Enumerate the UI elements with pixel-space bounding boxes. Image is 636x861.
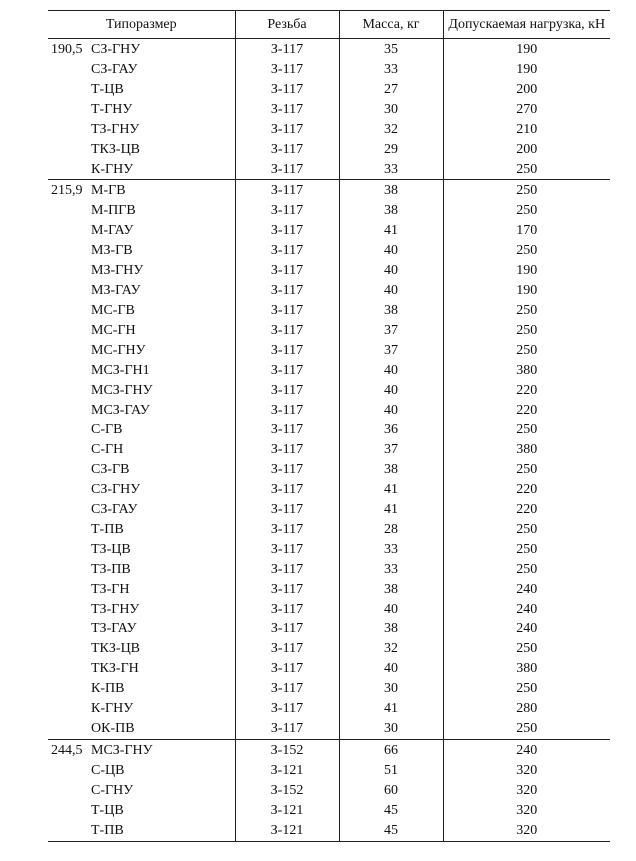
mass-cell: 33: [339, 560, 443, 580]
model-name: ТКЗ-ЦВ: [91, 641, 141, 657]
thread-cell: З-117: [235, 440, 339, 460]
thread-cell: З-117: [235, 281, 339, 301]
model-cell: [48, 761, 235, 781]
table-row: [48, 160, 610, 180]
thread-cell: З-117: [235, 639, 339, 659]
model-name: ТЗ-ПВ: [91, 561, 131, 577]
table-row: [48, 659, 610, 679]
table-row: [48, 500, 610, 520]
thread-cell: З-121: [235, 761, 339, 781]
mass-cell: 40: [339, 361, 443, 381]
load-cell: 190: [443, 60, 610, 80]
table-row: [48, 120, 610, 140]
mass-cell: 38: [339, 301, 443, 321]
thread-cell: З-117: [235, 480, 339, 500]
bit-diameter: 244,5: [51, 742, 83, 758]
load-cell: 220: [443, 500, 610, 520]
thread-cell: З-117: [235, 180, 339, 202]
model-cell: [48, 361, 235, 381]
model-cell: [48, 781, 235, 801]
table-row: [48, 580, 610, 600]
mass-cell: 33: [339, 60, 443, 80]
model-cell: [48, 600, 235, 620]
model-cell: [48, 201, 235, 221]
load-cell: 240: [443, 739, 610, 761]
model-cell: [48, 719, 235, 739]
load-cell: 250: [443, 420, 610, 440]
thread-cell: З-117: [235, 39, 339, 61]
load-cell: 240: [443, 600, 610, 620]
table-row: [48, 39, 610, 61]
model-cell: [48, 520, 235, 540]
thread-cell: З-152: [235, 739, 339, 761]
model-cell: [48, 500, 235, 520]
table-row: [48, 100, 610, 120]
table-row: [48, 281, 610, 301]
table-row: [48, 699, 610, 719]
load-cell: 380: [443, 659, 610, 679]
model-cell: [48, 140, 235, 160]
load-cell: 250: [443, 180, 610, 202]
load-cell: 320: [443, 761, 610, 781]
mass-cell: 51: [339, 761, 443, 781]
model-cell: [48, 281, 235, 301]
model-name: МС-ГНУ: [91, 342, 146, 358]
table-row: [48, 739, 610, 761]
bit-specs-table-container: [48, 10, 610, 842]
mass-cell: 45: [339, 801, 443, 821]
mass-cell: 40: [339, 600, 443, 620]
load-cell: 240: [443, 619, 610, 639]
thread-cell: З-117: [235, 619, 339, 639]
thread-cell: З-117: [235, 80, 339, 100]
mass-cell: 40: [339, 281, 443, 301]
table-row: [48, 801, 610, 821]
bit-specs-table: [48, 10, 610, 842]
model-cell: [48, 401, 235, 421]
table-row: [48, 201, 610, 221]
model-name: Т-ЦВ: [91, 81, 124, 97]
model-cell: [48, 699, 235, 719]
model-cell: [48, 739, 235, 761]
model-name: М-ГАУ: [91, 223, 134, 239]
model-cell: [48, 639, 235, 659]
thread-cell: З-117: [235, 201, 339, 221]
load-cell: 320: [443, 821, 610, 841]
model-name: СЗ-ГНУ: [91, 482, 141, 498]
table-row: [48, 560, 610, 580]
model-cell: [48, 679, 235, 699]
table-row: [48, 321, 610, 341]
model-name: Т-ГНУ: [91, 101, 133, 117]
model-cell: [48, 180, 235, 202]
model-name: ТЗ-ГНУ: [91, 601, 140, 617]
table-row: [48, 480, 610, 500]
model-name: ОК-ПВ: [91, 721, 135, 736]
model-cell: [48, 120, 235, 140]
thread-cell: З-117: [235, 719, 339, 739]
table-body: [48, 39, 610, 842]
model-cell: [48, 619, 235, 639]
thread-cell: З-117: [235, 420, 339, 440]
thread-cell: З-121: [235, 801, 339, 821]
thread-cell: З-117: [235, 341, 339, 361]
table-row: [48, 341, 610, 361]
model-name: МСЗ-ГНУ: [91, 382, 153, 398]
model-name: СЗ-ГАУ: [91, 502, 138, 518]
mass-cell: 37: [339, 341, 443, 361]
model-name: ТКЗ-ГН: [91, 661, 139, 677]
table-row: [48, 719, 610, 739]
header-load: Допускаемая нагрузка, кН: [443, 11, 610, 39]
table-row: [48, 301, 610, 321]
table-row: [48, 221, 610, 241]
mass-cell: 30: [339, 679, 443, 699]
mass-cell: 41: [339, 500, 443, 520]
model-name: М-ПГВ: [91, 203, 136, 219]
load-cell: 250: [443, 460, 610, 480]
table-row: [48, 420, 610, 440]
load-cell: 250: [443, 241, 610, 261]
table-row: [48, 241, 610, 261]
mass-cell: 38: [339, 201, 443, 221]
thread-cell: З-117: [235, 520, 339, 540]
mass-cell: 29: [339, 140, 443, 160]
table-header: [48, 11, 610, 39]
model-cell: [48, 440, 235, 460]
mass-cell: 41: [339, 480, 443, 500]
model-cell: [48, 80, 235, 100]
thread-cell: З-117: [235, 261, 339, 281]
model-name: МС-ГВ: [91, 302, 135, 318]
thread-cell: З-152: [235, 781, 339, 801]
load-cell: 210: [443, 120, 610, 140]
model-cell: [48, 801, 235, 821]
mass-cell: 32: [339, 120, 443, 140]
model-cell: [48, 480, 235, 500]
table-row: [48, 361, 610, 381]
thread-cell: З-117: [235, 679, 339, 699]
load-cell: 280: [443, 699, 610, 719]
mass-cell: 37: [339, 321, 443, 341]
model-name: СЗ-ГАУ: [91, 62, 138, 77]
model-cell: [48, 301, 235, 321]
load-cell: 200: [443, 140, 610, 160]
thread-cell: З-117: [235, 60, 339, 80]
thread-cell: З-117: [235, 160, 339, 180]
model-name: МС-ГН: [91, 322, 136, 338]
load-cell: 220: [443, 401, 610, 421]
model-name: ТЗ-ЦВ: [91, 541, 131, 557]
model-name: МЗ-ГАУ: [91, 283, 141, 299]
header-row: [48, 11, 610, 39]
table-row: [48, 540, 610, 560]
load-cell: 270: [443, 100, 610, 120]
mass-cell: 66: [339, 739, 443, 761]
header-mass: Масса, кг: [339, 11, 443, 39]
load-cell: 380: [443, 361, 610, 381]
model-cell: [48, 60, 235, 80]
load-cell: 250: [443, 679, 610, 699]
mass-cell: 45: [339, 821, 443, 841]
table-row: [48, 140, 610, 160]
model-name: ТЗ-ГАУ: [91, 621, 137, 637]
load-cell: 190: [443, 39, 610, 61]
mass-cell: 38: [339, 460, 443, 480]
load-cell: 190: [443, 281, 610, 301]
thread-cell: З-117: [235, 241, 339, 261]
table-row: [48, 619, 610, 639]
mass-cell: 32: [339, 639, 443, 659]
thread-cell: З-117: [235, 361, 339, 381]
load-cell: 190: [443, 261, 610, 281]
mass-cell: 36: [339, 420, 443, 440]
thread-cell: З-117: [235, 381, 339, 401]
mass-cell: 28: [339, 520, 443, 540]
model-name: С-ГВ: [91, 422, 123, 438]
model-cell: [48, 420, 235, 440]
model-name: К-ГНУ: [91, 161, 134, 177]
model-cell: [48, 100, 235, 120]
model-cell: [48, 39, 235, 61]
thread-cell: З-117: [235, 120, 339, 140]
load-cell: 250: [443, 160, 610, 180]
model-name: МЗ-ГВ: [91, 243, 133, 259]
model-name: СЗ-ГВ: [91, 462, 130, 478]
model-name: МЗ-ГНУ: [91, 263, 144, 279]
mass-cell: 40: [339, 261, 443, 281]
mass-cell: 41: [339, 221, 443, 241]
model-cell: [48, 321, 235, 341]
table-row: [48, 821, 610, 841]
model-name: С-ЦВ: [91, 762, 125, 778]
load-cell: 320: [443, 781, 610, 801]
model-name: С-ГН: [91, 442, 124, 458]
model-name: К-ГНУ: [91, 701, 134, 717]
table-row: [48, 80, 610, 100]
model-name: ТКЗ-ЦВ: [91, 141, 141, 157]
model-cell: [48, 821, 235, 841]
load-cell: 250: [443, 560, 610, 580]
model-cell: [48, 160, 235, 180]
load-cell: 250: [443, 540, 610, 560]
model-cell: [48, 540, 235, 560]
model-cell: [48, 241, 235, 261]
load-cell: 200: [443, 80, 610, 100]
model-cell: [48, 381, 235, 401]
table-row: [48, 261, 610, 281]
load-cell: 220: [443, 381, 610, 401]
table-row: [48, 520, 610, 540]
load-cell: 250: [443, 321, 610, 341]
mass-cell: 40: [339, 381, 443, 401]
table-row: [48, 781, 610, 801]
thread-cell: З-117: [235, 100, 339, 120]
thread-cell: З-117: [235, 321, 339, 341]
load-cell: 320: [443, 801, 610, 821]
table-row: [48, 460, 610, 480]
table-row: [48, 180, 610, 202]
mass-cell: 40: [339, 659, 443, 679]
thread-cell: З-117: [235, 580, 339, 600]
model-name: МСЗ-ГАУ: [91, 402, 150, 418]
model-name: МСЗ-ГНУ: [91, 742, 153, 758]
load-cell: 250: [443, 341, 610, 361]
table-row: [48, 381, 610, 401]
load-cell: 240: [443, 580, 610, 600]
header-thread: Резьба: [235, 11, 339, 39]
mass-cell: 41: [339, 699, 443, 719]
mass-cell: 40: [339, 401, 443, 421]
mass-cell: 33: [339, 160, 443, 180]
model-name: К-ПВ: [91, 681, 125, 697]
model-cell: [48, 560, 235, 580]
table-row: [48, 60, 610, 80]
bit-diameter: 190,5: [51, 42, 83, 57]
load-cell: 220: [443, 480, 610, 500]
model-cell: [48, 261, 235, 281]
table-row: [48, 440, 610, 460]
model-name: Т-ЦВ: [91, 802, 124, 818]
thread-cell: З-117: [235, 401, 339, 421]
table-row: [48, 679, 610, 699]
thread-cell: З-121: [235, 821, 339, 841]
load-cell: 380: [443, 440, 610, 460]
model-name: Т-ПВ: [91, 822, 124, 838]
load-cell: 250: [443, 719, 610, 739]
load-cell: 250: [443, 201, 610, 221]
load-cell: 170: [443, 221, 610, 241]
thread-cell: З-117: [235, 560, 339, 580]
table-row: [48, 639, 610, 659]
load-cell: 250: [443, 520, 610, 540]
thread-cell: З-117: [235, 699, 339, 719]
mass-cell: 30: [339, 719, 443, 739]
thread-cell: З-117: [235, 500, 339, 520]
thread-cell: З-117: [235, 301, 339, 321]
thread-cell: З-117: [235, 540, 339, 560]
model-name: М-ГВ: [91, 183, 126, 199]
header-model: Типоразмер: [48, 11, 235, 39]
mass-cell: 27: [339, 80, 443, 100]
load-cell: 250: [443, 639, 610, 659]
mass-cell: 40: [339, 241, 443, 261]
thread-cell: З-117: [235, 600, 339, 620]
model-name: С-ГНУ: [91, 782, 134, 798]
table-row: [48, 761, 610, 781]
mass-cell: 38: [339, 180, 443, 202]
mass-cell: 30: [339, 100, 443, 120]
mass-cell: 35: [339, 39, 443, 61]
model-cell: [48, 580, 235, 600]
table-row: [48, 600, 610, 620]
model-cell: [48, 460, 235, 480]
thread-cell: З-117: [235, 659, 339, 679]
model-cell: [48, 341, 235, 361]
model-cell: [48, 659, 235, 679]
mass-cell: 38: [339, 619, 443, 639]
thread-cell: З-117: [235, 140, 339, 160]
load-cell: 250: [443, 301, 610, 321]
model-cell: [48, 221, 235, 241]
mass-cell: 37: [339, 440, 443, 460]
mass-cell: 38: [339, 580, 443, 600]
model-name: ТЗ-ГН: [91, 581, 130, 597]
mass-cell: 60: [339, 781, 443, 801]
model-name: СЗ-ГНУ: [91, 42, 141, 57]
mass-cell: 33: [339, 540, 443, 560]
table-row: [48, 401, 610, 421]
model-name: Т-ПВ: [91, 521, 124, 537]
thread-cell: З-117: [235, 221, 339, 241]
thread-cell: З-117: [235, 460, 339, 480]
model-name: МСЗ-ГН1: [91, 362, 150, 378]
bit-diameter: 215,9: [51, 183, 83, 199]
model-name: ТЗ-ГНУ: [91, 121, 140, 137]
